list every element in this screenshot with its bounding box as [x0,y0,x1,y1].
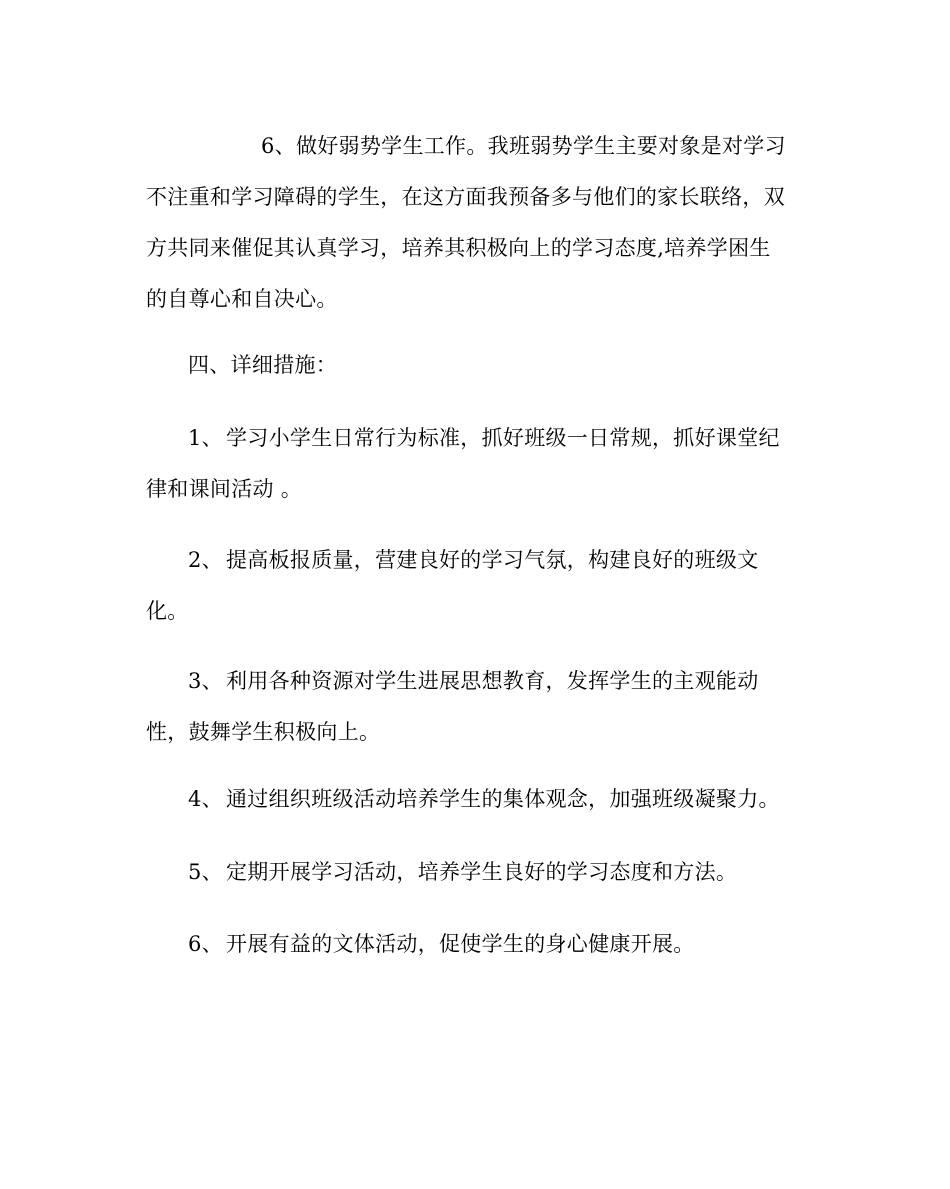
item-number: 4、 [188,787,223,811]
text-line: 的自尊心和自决心。 [146,287,338,311]
item-number: 6、 [188,932,223,956]
heading-text: 四、详细措施： [188,353,338,377]
text-line: 开展有益的文体活动，促使学生的身心健康开展。 [226,932,695,956]
paragraph-weak-students [146,121,806,325]
text-line: 学习小学生日常行为标准，抓好班级一日常规，抓好课堂纪 [226,426,780,450]
text-line: 律和课间活动 。 [146,477,303,501]
section-heading [146,340,806,391]
measure-item-1 [146,413,806,515]
measure-item-3 [146,656,806,758]
text-line: 通过组织班级活动培养学生的集体观念，加强班级凝聚力。 [226,787,780,811]
text-line: 提高板报质量，营建良好的学习气氛，构建良好的班级文 [226,548,759,572]
text-line: 利用各种资源对学生进展思想教育，发挥学生的主观能动 [226,669,759,693]
text-line: 性，鼓舞学生积极向上。 [146,720,381,744]
item-number: 3、 [188,669,223,693]
text-line: 6、做好弱势学生工作。我班弱势学生主要对象是对学习 [261,134,786,158]
text-line: 化。 [146,599,189,623]
measure-item-6 [146,919,806,970]
item-number: 5、 [188,860,223,884]
text-line: 不注重和学习障碍的学生，在这方面我预备多与他们的家长联络，双 [146,185,785,209]
measure-item-5 [146,847,806,898]
item-number: 1、 [188,426,223,450]
measure-item-2 [146,535,806,637]
item-number: 2、 [188,548,223,572]
measure-item-4 [146,774,806,825]
text-line: 定期开展学习活动，培养学生良好的学习态度和方法。 [226,860,738,884]
text-line: 方共同来催促其认真学习，培养其积极向上的学习态度,培养学困生 [146,236,771,260]
